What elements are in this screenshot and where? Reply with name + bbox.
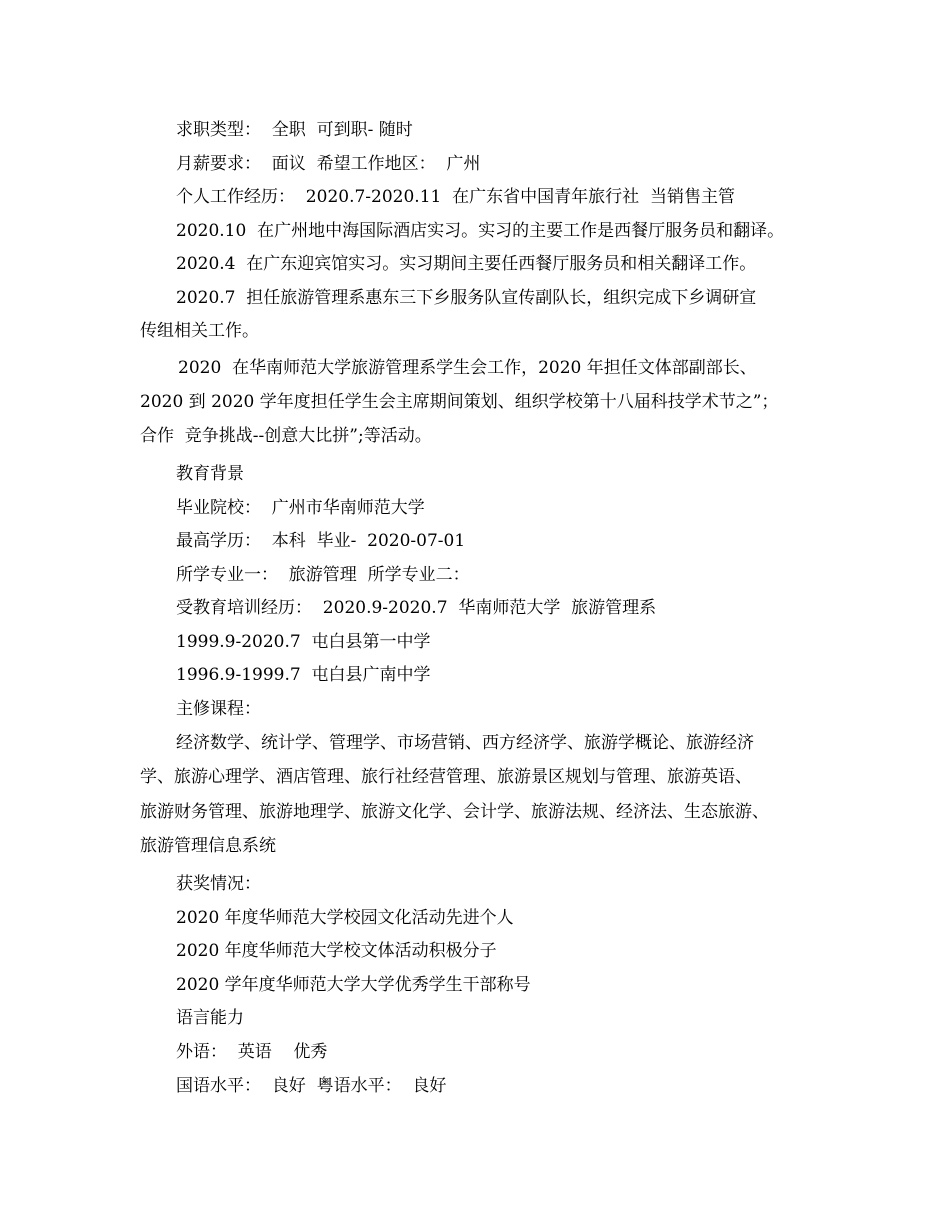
salary-location-line: 月薪要求： 面议 希望工作地区： 广州 bbox=[176, 154, 481, 174]
work-experience-item: 2020.4 在广东迎宾馆实习。实习期间主要任西餐厅服务员和相关翻译工作。 bbox=[176, 254, 757, 274]
language-heading: 语言能力 bbox=[176, 1008, 244, 1028]
student-union-paragraph-line: 合作 竞争挑战--创意大比拼”;等活动。 bbox=[140, 426, 432, 446]
student-union-paragraph-line: 2020 在华南师范大学旅游管理系学生会工作，2020 年担任文体部副部长、 bbox=[178, 358, 757, 378]
awards-heading: 获奖情况： bbox=[176, 874, 261, 894]
courses-paragraph-line: 学、旅游心理学、酒店管理、旅行社经营管理、旅游景区规划与管理、旅游英语、 bbox=[140, 767, 752, 787]
student-union-paragraph-line: 2020 到 2020 学年度担任学生会主席期间策划、组织学校第十八届科技学术节之”； bbox=[140, 392, 779, 412]
training-history-line: 受教育培训经历： 2020.9-2020.7 华南师范大学 旅游管理系 bbox=[176, 598, 657, 618]
award-item: 2020 学年度华师范大学大学优秀学生干部称号 bbox=[176, 975, 531, 995]
training-history-item: 1996.9-1999.7 屯白县广南中学 bbox=[176, 665, 431, 685]
foreign-language-line: 外语： 英语 优秀 bbox=[176, 1042, 328, 1062]
courses-paragraph-line: 旅游财务管理、旅游地理学、旅游文化学、会计学、旅游法规、经济法、生态旅游、 bbox=[140, 802, 769, 822]
award-item: 2020 年度华师范大学校园文化活动先进个人 bbox=[176, 908, 514, 928]
school-line: 毕业院校： 广州市华南师范大学 bbox=[176, 498, 425, 518]
degree-line: 最高学历： 本科 毕业- 2020-07-01 bbox=[176, 531, 466, 551]
work-experience-line: 个人工作经历： 2020.7-2020.11 在广东省中国青年旅行社 当销售主管 bbox=[176, 187, 735, 207]
work-experience-item: 2020.10 在广州地中海国际酒店实习。实习的主要工作是西餐厅服务员和翻译。 bbox=[176, 221, 785, 241]
award-item: 2020 年度华师范大学校文体活动积极分子 bbox=[176, 941, 497, 961]
job-type-line: 求职类型： 全职 可到职- 随时 bbox=[176, 120, 413, 140]
work-experience-item: 2020.7 担任旅游管理系惠东三下乡服务队宣传副队长，组织完成下乡调研宣 bbox=[176, 288, 757, 308]
major-line: 所学专业一： 旅游管理 所学专业二： bbox=[176, 565, 470, 585]
education-heading: 教育背景 bbox=[176, 464, 244, 484]
work-experience-item-continued: 传组相关工作。 bbox=[140, 321, 259, 341]
training-history-item: 1999.9-2020.7 屯白县第一中学 bbox=[176, 632, 431, 652]
dialect-language-line: 国语水平： 良好 粤语水平： 良好 bbox=[176, 1076, 447, 1096]
courses-paragraph-line: 经济数学、统计学、管理学、市场营销、西方经济学、旅游学概论、旅游经济 bbox=[176, 733, 754, 753]
courses-paragraph-line: 旅游管理信息系统 bbox=[140, 836, 276, 856]
courses-heading: 主修课程： bbox=[176, 699, 261, 719]
